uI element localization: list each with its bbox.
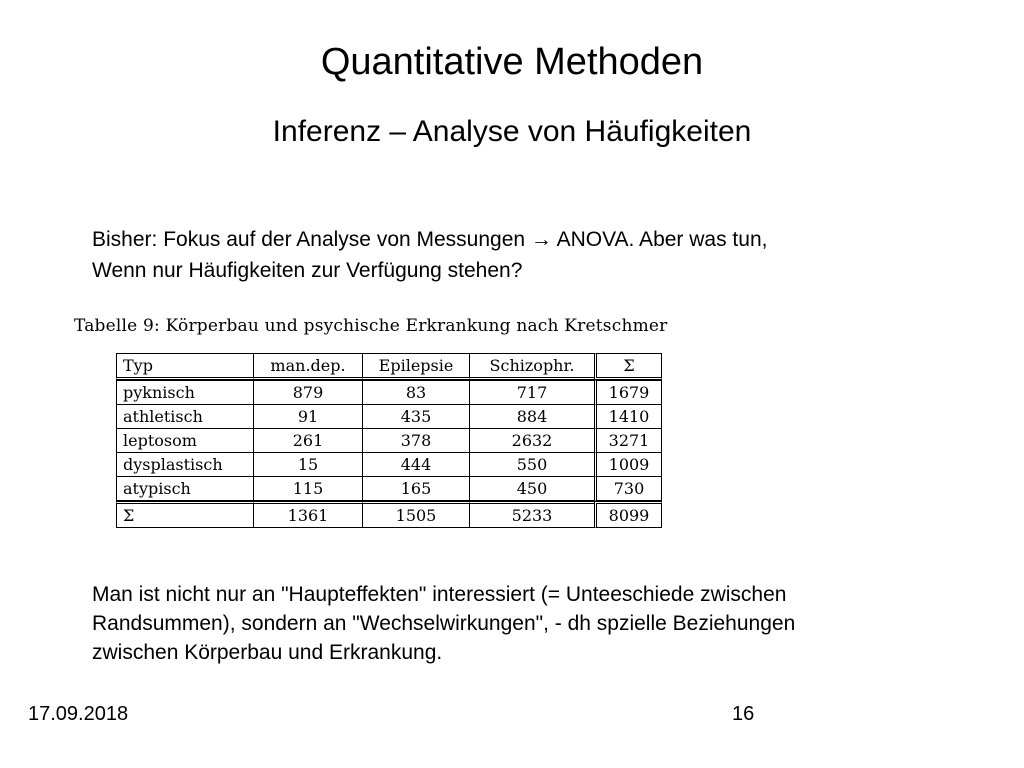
slide-title: Quantitative Methoden <box>320 41 704 83</box>
table-caption: Tabelle 9: Körperbau und psychische Erkrankung nach Kretschmer <box>74 316 668 336</box>
cell-row-sum: 1410 <box>594 404 662 428</box>
intro-line-2: Wenn nur Häufigkeiten zur Verfügung stehen? <box>92 259 523 282</box>
cell-column-sum: 1505 <box>362 501 469 528</box>
cell-type: atypisch <box>116 476 253 501</box>
cell-grand-total: 8099 <box>594 501 662 528</box>
cell-type: athletisch <box>116 404 253 428</box>
table-row <box>116 452 662 476</box>
conclusion-line-1: Man ist nicht nur an "Haupteffekten" interessiert (= Unteeschiede zwischen <box>92 583 787 606</box>
cell-value: 2632 <box>469 428 594 452</box>
cell-row-sum: 1679 <box>594 380 662 404</box>
cell-value: 15 <box>253 452 362 476</box>
table-row <box>116 404 662 428</box>
footer-date: 17.09.2018 <box>28 703 129 725</box>
header-typ: Typ <box>116 353 253 380</box>
slide-subtitle: Inferenz – Analyse von Häufigkeiten <box>272 115 752 148</box>
header-epilepsie: Epilepsie <box>362 353 469 380</box>
table-total-row <box>116 501 662 528</box>
cell-total-label: Σ <box>116 501 253 528</box>
conclusion-line-3: zwischen Körperbau und Erkrankung. <box>92 641 443 664</box>
header-sum: Σ <box>594 353 662 380</box>
table-row <box>116 380 662 404</box>
cell-type: leptosom <box>116 428 253 452</box>
cell-value: 884 <box>469 404 594 428</box>
cell-value: 261 <box>253 428 362 452</box>
cell-row-sum: 3271 <box>594 428 662 452</box>
table-header-row <box>116 353 662 380</box>
cell-value: 879 <box>253 380 362 404</box>
intro-paragraph <box>92 224 972 286</box>
header-mandep: man.dep. <box>253 353 362 380</box>
intro-line-1: Bisher: Fokus auf der Analyse von Messungen → ANOVA. Aber was tun, <box>92 228 768 251</box>
cell-value: 378 <box>362 428 469 452</box>
frequency-table <box>116 353 662 528</box>
cell-value: 83 <box>362 380 469 404</box>
cell-value: 444 <box>362 452 469 476</box>
cell-value: 115 <box>253 476 362 501</box>
cell-type: dysplastisch <box>116 452 253 476</box>
cell-value: 717 <box>469 380 594 404</box>
conclusion-line-2: Randsummen), sondern an "Wechselwirkungen", - dh spzielle Beziehungen <box>92 612 796 635</box>
cell-value: 450 <box>469 476 594 501</box>
cell-value: 435 <box>362 404 469 428</box>
conclusion-paragraph <box>92 580 972 667</box>
footer-page-number: 16 <box>732 703 755 725</box>
header-schizophr: Schizophr. <box>469 353 594 380</box>
cell-type: pyknisch <box>116 380 253 404</box>
cell-row-sum: 730 <box>594 476 662 501</box>
cell-value: 91 <box>253 404 362 428</box>
table-row <box>116 476 662 501</box>
cell-row-sum: 1009 <box>594 452 662 476</box>
cell-value: 550 <box>469 452 594 476</box>
cell-value: 165 <box>362 476 469 501</box>
table-row <box>116 428 662 452</box>
cell-column-sum: 1361 <box>253 501 362 528</box>
cell-column-sum: 5233 <box>469 501 594 528</box>
